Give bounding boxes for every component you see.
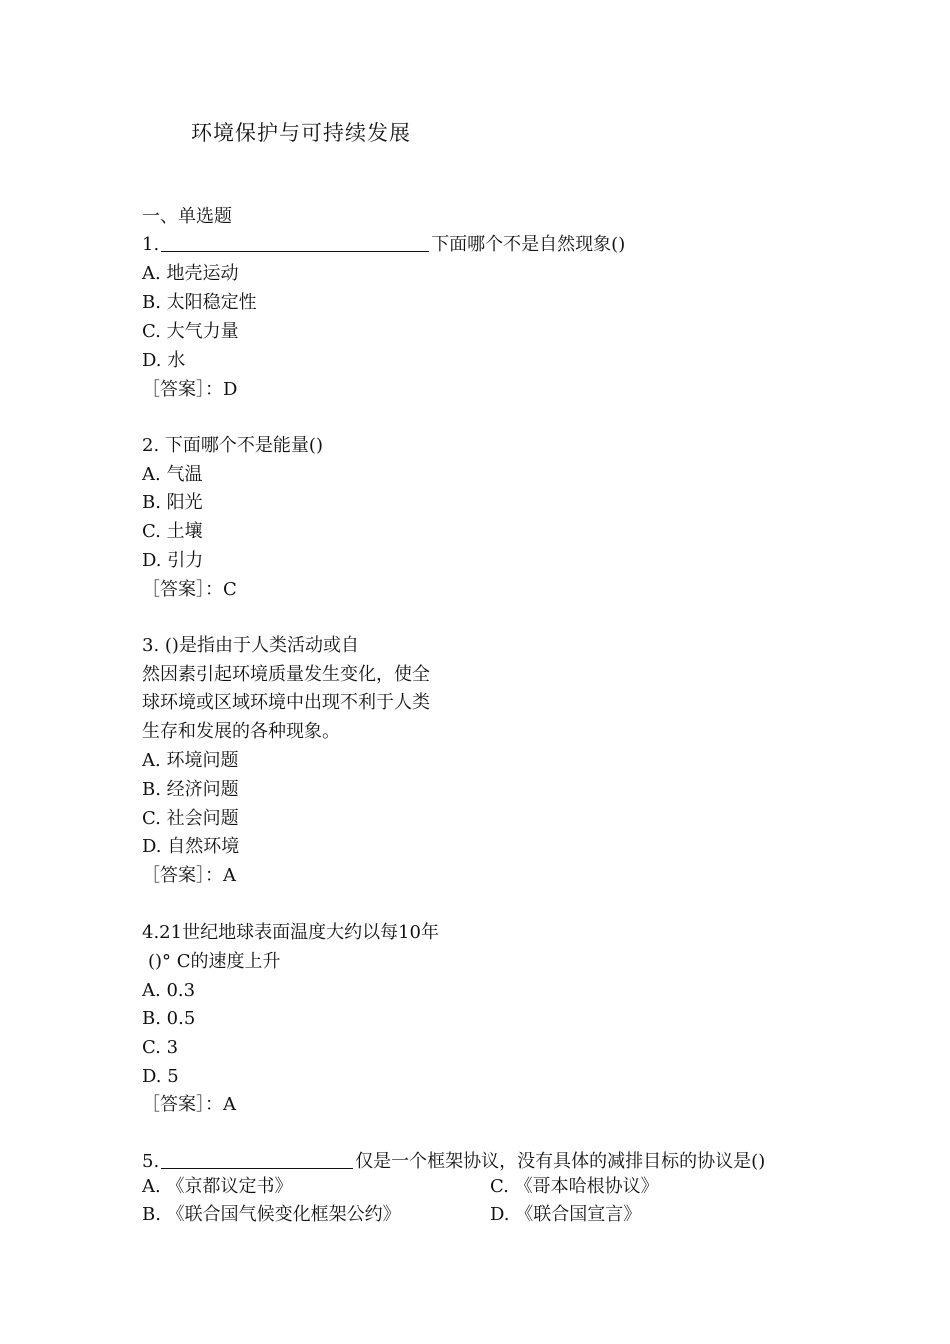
- question-4-option-c: C. 3: [142, 1037, 179, 1058]
- question-2-option-a: A. 气温: [142, 464, 203, 485]
- question-1-answer: ［答案］：D: [142, 379, 238, 400]
- question-2-number: 2.: [142, 435, 160, 456]
- question-3-stem-line-3: 球环境或区域环境中出现不利于人类: [142, 692, 430, 713]
- question-2-option-b: B. 阳光: [142, 492, 203, 513]
- question-1-blank: [161, 233, 429, 252]
- question-5-option-b: B. 《联合国气候变化框架公约》: [142, 1204, 401, 1225]
- question-2-answer: ［答案］：C: [142, 579, 237, 600]
- question-2-option-d: D. 引力: [142, 550, 204, 571]
- question-4-answer: ［答案］：A: [142, 1094, 236, 1115]
- question-5-option-c: C. 《哥本哈根协议》: [490, 1176, 659, 1197]
- question-1-option-c: C. 大气力量: [142, 321, 239, 342]
- question-4-option-a: A. 0.3: [142, 980, 196, 1001]
- question-5-option-d: D. 《联合国宣言》: [490, 1204, 642, 1225]
- question-2-stem: 下面哪个不是能量(): [164, 435, 323, 456]
- question-4-stem-line-1: 4.21世纪地球表面温度大约以每10年: [142, 922, 439, 943]
- question-1-stem: 下面哪个不是自然现象(): [431, 234, 626, 255]
- question-3-option-a: A. 环境问题: [142, 750, 239, 771]
- page-title: 环境保护与可持续发展: [191, 121, 411, 145]
- question-5-option-a: A. 《京都议定书》: [142, 1176, 293, 1197]
- question-1-stem-line: [142, 233, 625, 257]
- question-3-stem-line-1: 3. ()是指由于人类活动或自: [142, 635, 359, 656]
- question-1-number: 1.: [142, 234, 160, 255]
- question-2-option-c: C. 土壤: [142, 521, 203, 542]
- question-5-blank: [161, 1150, 353, 1169]
- question-5-stem: 仅是一个框架协议，没有具体的减排目标的协议是(): [355, 1151, 766, 1172]
- question-3-option-d: D. 自然环境: [142, 836, 240, 857]
- question-5-stem-line: [142, 1150, 765, 1174]
- question-1-option-b: B. 太阳稳定性: [142, 292, 257, 313]
- question-5-number: 5.: [142, 1151, 160, 1172]
- question-4-stem-line-2: ()° C的速度上升: [148, 951, 281, 972]
- question-3-answer: ［答案］：A: [142, 865, 236, 886]
- question-4-option-d: D. 5: [142, 1066, 179, 1087]
- question-4-option-b: B. 0.5: [142, 1008, 196, 1029]
- section-title: 一、单选题: [142, 206, 232, 227]
- question-3-stem-line-4: 生存和发展的各种现象。: [142, 721, 340, 742]
- question-1-option-d: D. 水: [142, 350, 186, 371]
- question-2-stem-line: [142, 434, 323, 458]
- question-3-option-c: C. 社会问题: [142, 808, 239, 829]
- question-1-option-a: A. 地壳运动: [142, 263, 239, 284]
- question-3-option-b: B. 经济问题: [142, 779, 239, 800]
- question-3-stem-line-2: 然因素引起环境质量发生变化，使全: [142, 664, 430, 685]
